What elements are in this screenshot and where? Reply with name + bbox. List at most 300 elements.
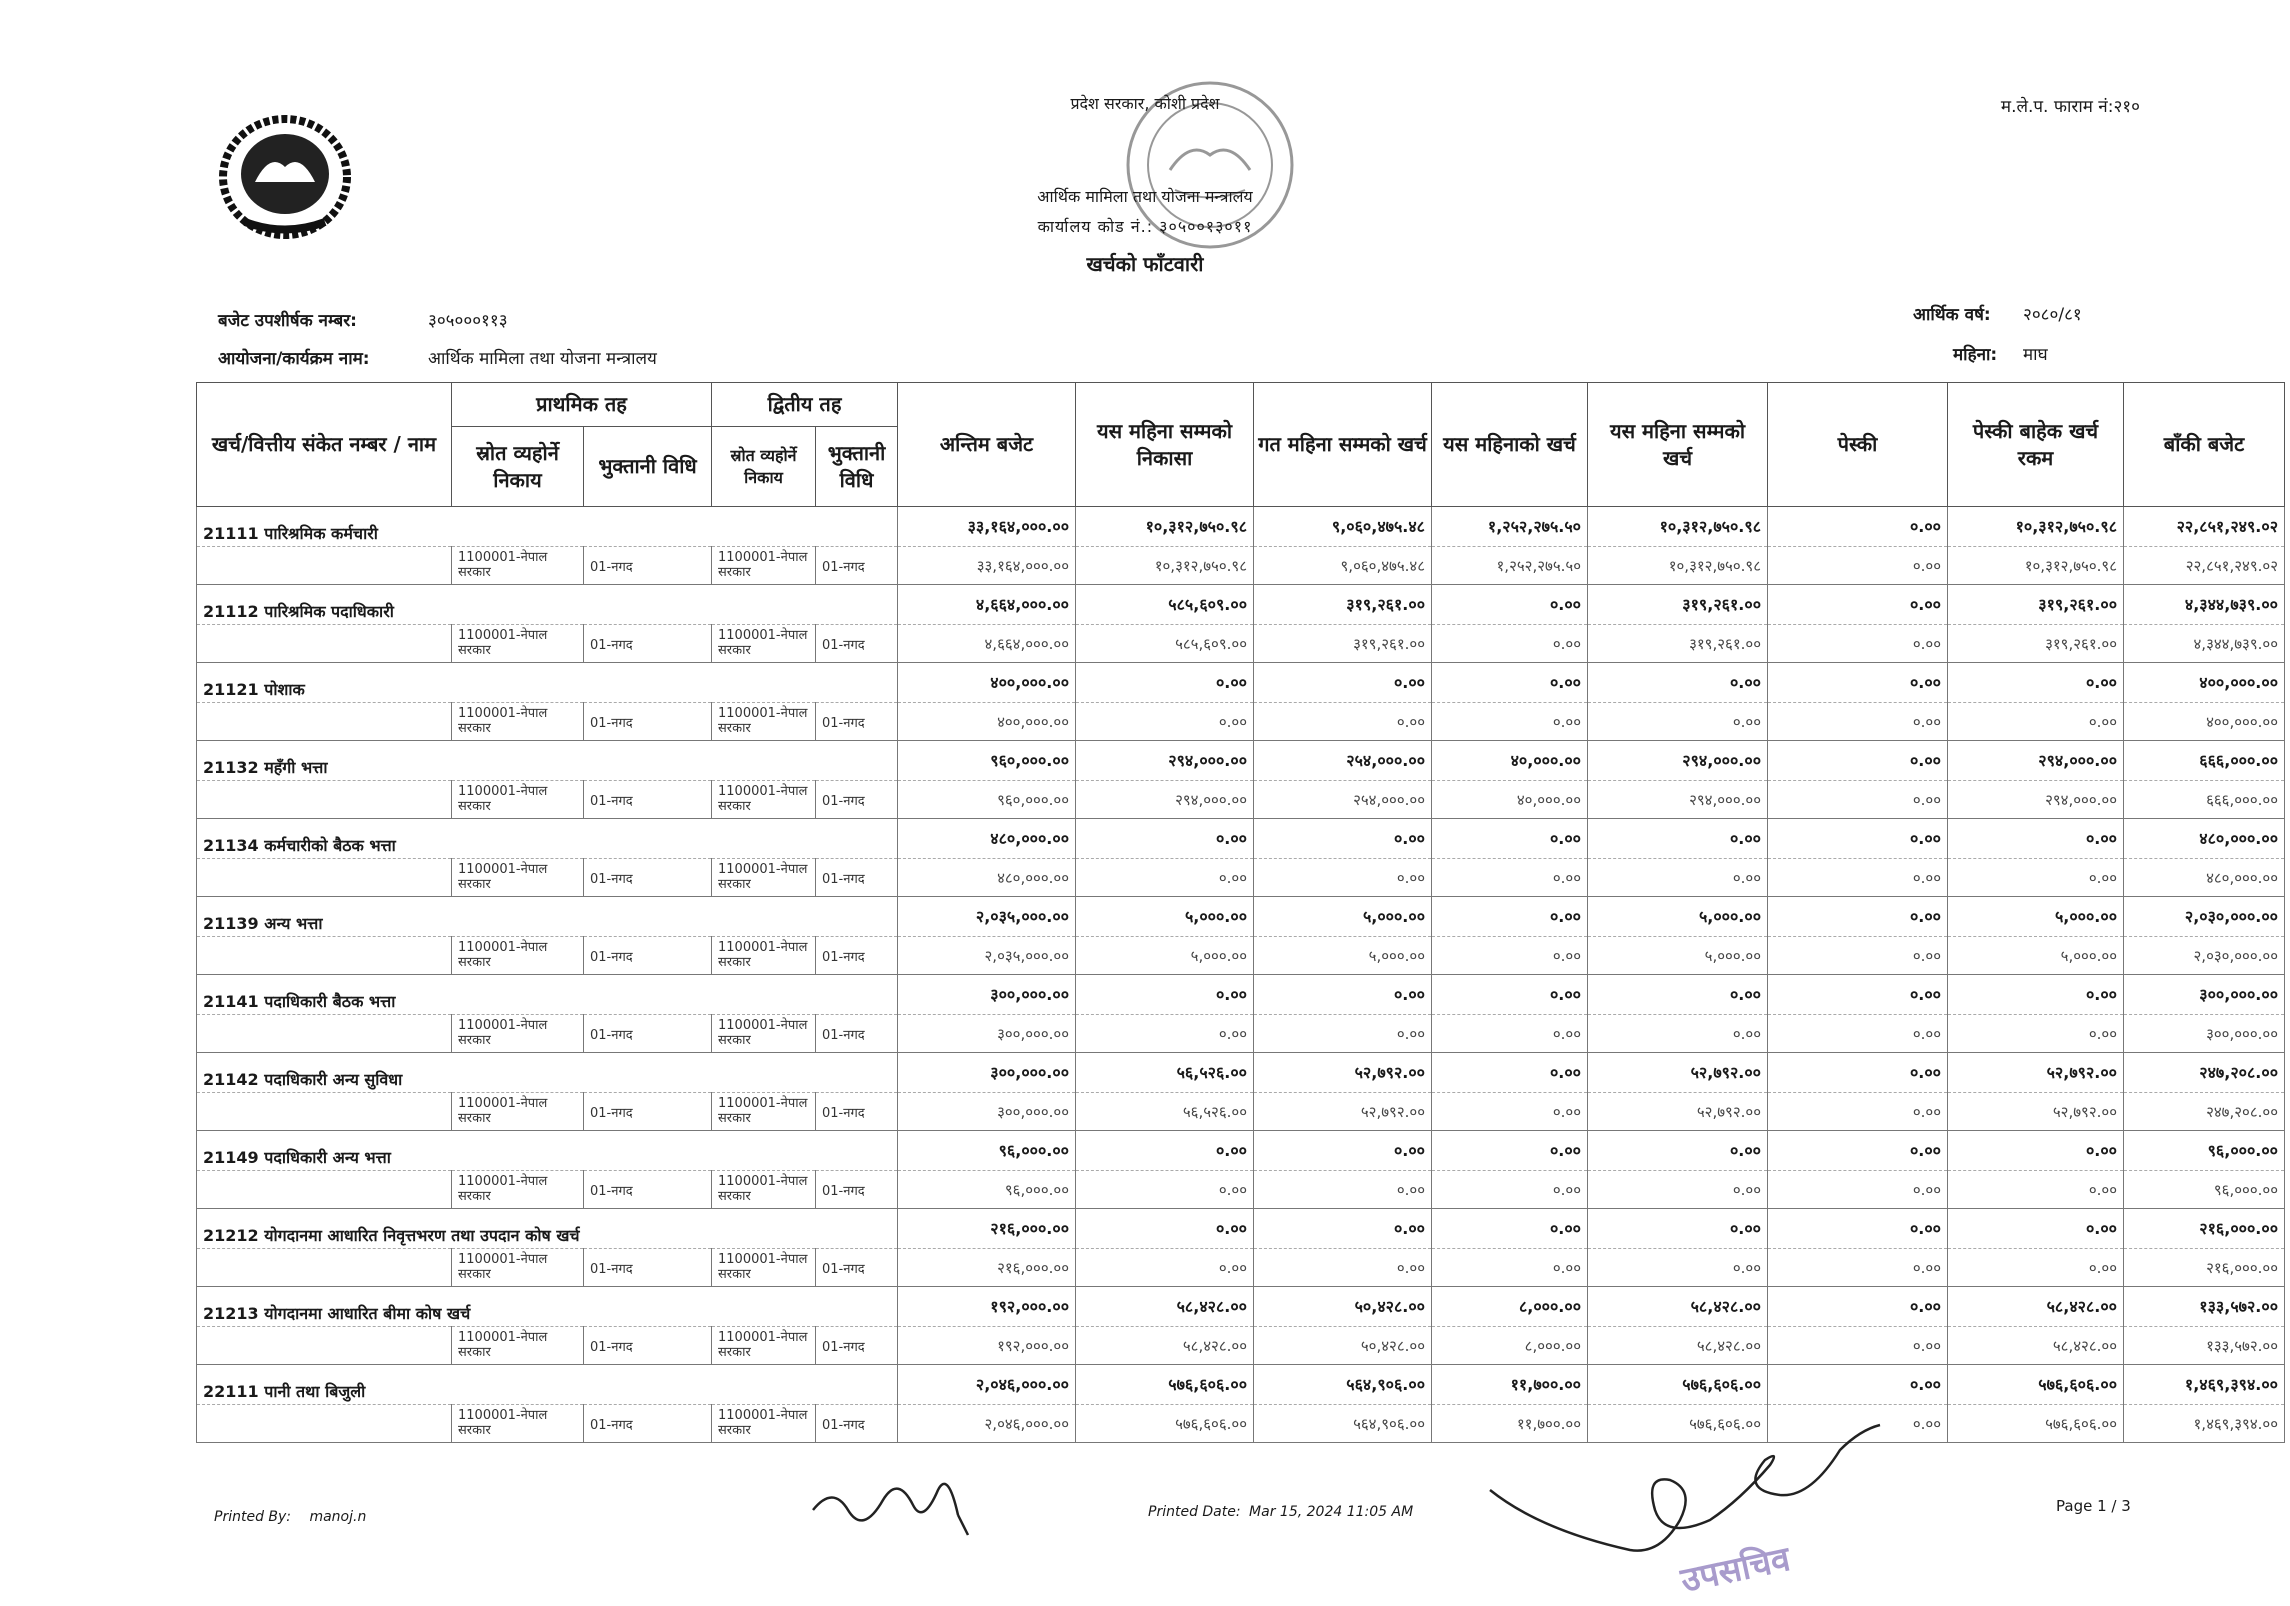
amount-cell: ०.००: [1432, 937, 1588, 975]
amount-cell: ५८५,६०९.००: [1076, 625, 1254, 663]
amount-cell: ०.००: [1076, 1171, 1254, 1209]
amount-cell: ०.००: [1768, 1093, 1948, 1131]
amount-cell: ०.००: [1254, 975, 1432, 1015]
amount-cell: ४,३४४,७३९.००: [2124, 585, 2285, 625]
table-row: [197, 819, 2285, 859]
source-primary: 1100001-नेपाल सरकार: [452, 703, 584, 741]
source-secondary: 1100001-नेपाल सरकार: [712, 859, 816, 897]
amount-cell: ०.००: [1432, 585, 1588, 625]
amount-cell: ५,०००.००: [1076, 897, 1254, 937]
source-primary: 1100001-नेपाल सरकार: [452, 1327, 584, 1365]
amount-cell: २,०३५,०००.००: [898, 897, 1076, 937]
amount-cell: ०.००: [1432, 703, 1588, 741]
source-secondary: 1100001-नेपाल सरकार: [712, 1249, 816, 1287]
amount-cell: ०.००: [1254, 703, 1432, 741]
amount-cell: ९६,०००.००: [2124, 1131, 2285, 1171]
payment-primary: 01-नगद: [584, 859, 712, 897]
table-row: [197, 547, 2285, 585]
amount-cell: ०.००: [1588, 1209, 1768, 1249]
amount-cell: ०.००: [1076, 663, 1254, 703]
col-source-primary: स्रोत व्यहोर्ने निकाय: [452, 427, 584, 507]
source-primary: 1100001-नेपाल सरकार: [452, 1093, 584, 1131]
source-primary: 1100001-नेपाल सरकार: [452, 547, 584, 585]
amount-cell: २९४,०००.००: [1948, 781, 2124, 819]
col-payment-primary: भुक्तानी विधि: [584, 427, 712, 507]
amount-cell: ४८०,०००.००: [2124, 819, 2285, 859]
amount-cell: ३१९,२६१.००: [1588, 625, 1768, 663]
amount-cell: ३१९,२६१.००: [1948, 625, 2124, 663]
amount-cell: ०.००: [1076, 1015, 1254, 1053]
page-number: Page 1 / 3: [2056, 1497, 2131, 1515]
amount-cell: ०.००: [1768, 1209, 1948, 1249]
amount-cell: १३३,५७२.००: [2124, 1327, 2285, 1365]
amount-cell: ५२,७९२.००: [1588, 1053, 1768, 1093]
payment-primary: 01-नगद: [584, 937, 712, 975]
amount-cell: १०,३१२,७५०.९८: [1588, 507, 1768, 547]
printed-date: Printed Date: Mar 15, 2024 11:05 AM: [1148, 1504, 1414, 1520]
amount-cell: ०.००: [1768, 1287, 1948, 1327]
amount-cell: ०.००: [1076, 1249, 1254, 1287]
amount-cell: ०.००: [1948, 703, 2124, 741]
printed-by: Printed By: manoj.n: [214, 1509, 367, 1525]
amount-cell: ०.००: [1768, 1327, 1948, 1365]
blank-cell: [197, 859, 452, 897]
amount-cell: ०.००: [1254, 1171, 1432, 1209]
payment-secondary: 01-नगद: [816, 1015, 898, 1053]
amount-cell: ०.००: [1254, 1131, 1432, 1171]
amount-cell: ०.००: [1768, 1405, 1948, 1443]
office-code: कार्यालय कोड नं.: ३०५००१३०११: [1037, 217, 1253, 236]
col-exp-to-date: यस महिना सम्मको खर्च: [1588, 383, 1768, 507]
amount-cell: ०.००: [1948, 859, 2124, 897]
amount-cell: ३१९,२६१.००: [1254, 625, 1432, 663]
amount-cell: ११,७००.००: [1432, 1365, 1588, 1405]
col-exp-this-month: यस महिनाको खर्च: [1432, 383, 1588, 507]
amount-cell: ०.००: [1948, 1249, 2124, 1287]
table-row: [197, 585, 2285, 625]
payment-primary: 01-नगद: [584, 781, 712, 819]
amount-cell: ५६,५२६.००: [1076, 1053, 1254, 1093]
source-secondary: 1100001-नेपाल सरकार: [712, 1015, 816, 1053]
payment-primary: 01-नगद: [584, 1093, 712, 1131]
table-row: [197, 1093, 2285, 1131]
amount-cell: ३००,०००.००: [898, 1015, 1076, 1053]
source-primary: 1100001-नेपाल सरकार: [452, 859, 584, 897]
amount-cell: ०.००: [1768, 663, 1948, 703]
amount-cell: २९४,०००.००: [1076, 741, 1254, 781]
col-remaining-budget: बाँकी बजेट: [2124, 383, 2285, 507]
amount-cell: ०.००: [1254, 1209, 1432, 1249]
amount-cell: ०.००: [1432, 1131, 1588, 1171]
amount-cell: ३००,०००.००: [898, 975, 1076, 1015]
table-row: [197, 1287, 2285, 1327]
amount-cell: २,०३०,०००.००: [2124, 897, 2285, 937]
amount-cell: ०.००: [1432, 897, 1588, 937]
amount-cell: १,२५२,२७५.५०: [1432, 547, 1588, 585]
amount-cell: ०.००: [1768, 859, 1948, 897]
amount-cell: ९६,०००.००: [2124, 1171, 2285, 1209]
amount-cell: ५७६,६०६.००: [1076, 1365, 1254, 1405]
payment-primary: 01-नगद: [584, 625, 712, 663]
amount-cell: ५,०००.००: [1588, 897, 1768, 937]
amount-cell: ९६,०००.००: [898, 1171, 1076, 1209]
amount-cell: ५,०००.००: [1254, 937, 1432, 975]
amount-cell: ८,०००.००: [1432, 1327, 1588, 1365]
payment-primary: 01-नगद: [584, 1015, 712, 1053]
col-primary-level: प्राथमिक तह: [452, 383, 712, 427]
table-row: [197, 507, 2285, 547]
expense-code-name: 21141 पदाधिकारी बैठक भत्ता: [197, 975, 898, 1015]
amount-cell: ३००,०००.००: [2124, 975, 2285, 1015]
amount-cell: ५७६,६०६.००: [1588, 1365, 1768, 1405]
amount-cell: ३००,०००.००: [2124, 1015, 2285, 1053]
amount-cell: ४०,०००.००: [1432, 781, 1588, 819]
amount-cell: ०.००: [1588, 975, 1768, 1015]
amount-cell: २१६,०००.००: [898, 1249, 1076, 1287]
project-value: आर्थिक मामिला तथा योजना मन्त्रालय: [428, 349, 657, 369]
province-name: प्रदेश सरकार, कोशी प्रदेश: [1070, 94, 1220, 113]
amount-cell: ५८,४२८.००: [1948, 1327, 2124, 1365]
col-source-secondary: स्रोत व्यहोर्ने निकाय: [712, 427, 816, 507]
blank-cell: [197, 1249, 452, 1287]
amount-cell: ९६,०००.००: [898, 1131, 1076, 1171]
table-row: [197, 703, 2285, 741]
amount-cell: ५,०००.००: [1948, 897, 2124, 937]
amount-cell: ०.००: [1588, 663, 1768, 703]
amount-cell: ०.००: [1254, 859, 1432, 897]
amount-cell: ४००,०००.००: [898, 663, 1076, 703]
amount-cell: ०.००: [1588, 1131, 1768, 1171]
amount-cell: ५७६,६०६.००: [1588, 1405, 1768, 1443]
amount-cell: ४,३४४,७३९.००: [2124, 625, 2285, 663]
source-primary: 1100001-नेपाल सरकार: [452, 1171, 584, 1209]
amount-cell: ०.००: [1768, 507, 1948, 547]
col-exp-last-month: गत महिना सम्मको खर्च: [1254, 383, 1432, 507]
ministry-name: आर्थिक मामिला तथा योजना मन्त्रालय: [1037, 187, 1253, 206]
source-primary: 1100001-नेपाल सरकार: [452, 781, 584, 819]
amount-cell: १९२,०००.००: [898, 1327, 1076, 1365]
amount-cell: ०.००: [1076, 1209, 1254, 1249]
payment-secondary: 01-नगद: [816, 547, 898, 585]
blank-cell: [197, 1093, 452, 1131]
amount-cell: १९२,०००.००: [898, 1287, 1076, 1327]
amount-cell: ४,६६४,०००.००: [898, 625, 1076, 663]
source-primary: 1100001-नेपाल सरकार: [452, 1015, 584, 1053]
amount-cell: ०.००: [1768, 1053, 1948, 1093]
amount-cell: ५२,७९२.००: [1254, 1053, 1432, 1093]
amount-cell: ०.००: [1254, 663, 1432, 703]
amount-cell: २९४,०००.००: [1948, 741, 2124, 781]
table-row: [197, 1053, 2285, 1093]
payment-primary: 01-नगद: [584, 547, 712, 585]
amount-cell: ५२,७९२.००: [1254, 1093, 1432, 1131]
source-primary: 1100001-नेपाल सरकार: [452, 625, 584, 663]
form-number: म.ले.प. फाराम नं:२१०: [2000, 97, 2140, 117]
amount-cell: ५८,४२८.००: [1076, 1327, 1254, 1365]
amount-cell: ०.००: [1432, 625, 1588, 663]
amount-cell: ०.००: [1588, 859, 1768, 897]
amount-cell: ०.००: [1432, 819, 1588, 859]
amount-cell: ०.००: [1768, 547, 1948, 585]
amount-cell: ०.००: [1768, 1015, 1948, 1053]
blank-cell: [197, 547, 452, 585]
amount-cell: ५६४,९०६.००: [1254, 1405, 1432, 1443]
amount-cell: ९६०,०००.००: [898, 781, 1076, 819]
payment-secondary: 01-नगद: [816, 859, 898, 897]
source-secondary: 1100001-नेपाल सरकार: [712, 547, 816, 585]
table-row: [197, 859, 2285, 897]
expense-code-name: 21134 कर्मचारीको बैठक भत्ता: [197, 819, 898, 859]
amount-cell: ०.००: [1948, 975, 2124, 1015]
amount-cell: ०.००: [1768, 585, 1948, 625]
amount-cell: ३१९,२६१.००: [1948, 585, 2124, 625]
amount-cell: ०.००: [1432, 1015, 1588, 1053]
amount-cell: ०.००: [1254, 1015, 1432, 1053]
amount-cell: ५२,७९२.००: [1948, 1093, 2124, 1131]
amount-cell: ०.००: [1076, 1131, 1254, 1171]
payment-secondary: 01-नगद: [816, 1405, 898, 1443]
amount-cell: ५८,४२८.००: [1076, 1287, 1254, 1327]
designation-stamp: उपसचिव: [1677, 1538, 1794, 1601]
payment-secondary: 01-नगद: [816, 1249, 898, 1287]
blank-cell: [197, 1171, 452, 1209]
table-row: [197, 741, 2285, 781]
amount-cell: ०.००: [1948, 663, 2124, 703]
col-final-budget: अन्तिम बजेट: [898, 383, 1076, 507]
amount-cell: ५६४,९०६.००: [1254, 1365, 1432, 1405]
amount-cell: २४७,२०८.००: [2124, 1053, 2285, 1093]
amount-cell: २४७,२०८.००: [2124, 1093, 2285, 1131]
expense-code-name: 21112 पारिश्रमिक पदाधिकारी: [197, 585, 898, 625]
amount-cell: ९,०६०,४७५.४८: [1254, 507, 1432, 547]
amount-cell: ०.००: [1254, 1249, 1432, 1287]
amount-cell: ६६६,०००.००: [2124, 741, 2285, 781]
expense-code-name: 21212 योगदानमा आधारित निवृत्तभरण तथा उपदान कोष खर्च: [197, 1209, 898, 1249]
table-row: [197, 975, 2285, 1015]
amount-cell: ५,०००.००: [1588, 937, 1768, 975]
amount-cell: १,२५२,२७५.५०: [1432, 507, 1588, 547]
amount-cell: ०.००: [1432, 859, 1588, 897]
amount-cell: ०.००: [1768, 1171, 1948, 1209]
amount-cell: १०,३१२,७५०.९८: [1588, 547, 1768, 585]
amount-cell: ०.००: [1432, 1171, 1588, 1209]
amount-cell: ०.००: [1432, 663, 1588, 703]
expense-code-name: 21142 पदाधिकारी अन्य सुविधा: [197, 1053, 898, 1093]
table-row: [197, 1131, 2285, 1171]
amount-cell: ४००,०००.००: [2124, 663, 2285, 703]
payment-secondary: 01-नगद: [816, 1171, 898, 1209]
payment-secondary: 01-नगद: [816, 1327, 898, 1365]
amount-cell: २,०३५,०००.००: [898, 937, 1076, 975]
amount-cell: २२,८५१,२४९.०२: [2124, 547, 2285, 585]
amount-cell: ०.००: [1588, 1015, 1768, 1053]
amount-cell: २१६,०००.००: [2124, 1249, 2285, 1287]
amount-cell: ३००,०००.००: [898, 1093, 1076, 1131]
amount-cell: ०.००: [1432, 975, 1588, 1015]
amount-cell: २,०३०,०००.००: [2124, 937, 2285, 975]
amount-cell: २१६,०००.००: [2124, 1209, 2285, 1249]
col-advance: पेस्की: [1768, 383, 1948, 507]
amount-cell: २९४,०००.००: [1588, 741, 1768, 781]
source-secondary: 1100001-नेपाल सरकार: [712, 937, 816, 975]
col-code-name: खर्च/वित्तीय संकेत नम्बर / नाम: [197, 383, 452, 507]
amount-cell: ५८,४२८.००: [1588, 1327, 1768, 1365]
amount-cell: ५२,७९२.००: [1948, 1053, 2124, 1093]
payment-secondary: 01-नगद: [816, 937, 898, 975]
amount-cell: ०.००: [1432, 1249, 1588, 1287]
amount-cell: ११,७००.००: [1432, 1405, 1588, 1443]
table-row: [197, 781, 2285, 819]
project-label: आयोजना/कार्यक्रम नाम:: [218, 349, 370, 369]
amount-cell: ३३,१६४,०००.००: [898, 547, 1076, 585]
amount-cell: ६६६,०००.००: [2124, 781, 2285, 819]
amount-cell: ०.००: [1432, 1093, 1588, 1131]
expense-code-name: 21132 महँगी भत्ता: [197, 741, 898, 781]
source-secondary: 1100001-नेपाल सरकार: [712, 1405, 816, 1443]
amount-cell: २९४,०००.००: [1076, 781, 1254, 819]
amount-cell: ०.००: [1768, 975, 1948, 1015]
expense-code-name: 21139 अन्य भत्ता: [197, 897, 898, 937]
amount-cell: ५८५,६०९.००: [1076, 585, 1254, 625]
expense-code-name: 21121 पोशाक: [197, 663, 898, 703]
amount-cell: ०.००: [1588, 1249, 1768, 1287]
source-primary: 1100001-नेपाल सरकार: [452, 1405, 584, 1443]
expenditure-table: [196, 382, 2285, 1443]
amount-cell: ५८,४२८.००: [1948, 1287, 2124, 1327]
amount-cell: ०.००: [1768, 1131, 1948, 1171]
amount-cell: ०.००: [1768, 703, 1948, 741]
amount-cell: ५७६,६०६.००: [1948, 1365, 2124, 1405]
amount-cell: १०,३१२,७५०.९८: [1076, 547, 1254, 585]
source-secondary: 1100001-नेपाल सरकार: [712, 625, 816, 663]
source-primary: 1100001-नेपाल सरकार: [452, 1249, 584, 1287]
amount-cell: ०.००: [1076, 975, 1254, 1015]
table-row: [197, 1249, 2285, 1287]
amount-cell: २,०४६,०००.००: [898, 1405, 1076, 1443]
amount-cell: ९,०६०,४७५.४८: [1254, 547, 1432, 585]
col-secondary-level: द्वितीय तह: [712, 383, 898, 427]
amount-cell: ३१९,२६१.००: [1254, 585, 1432, 625]
amount-cell: १३३,५७२.००: [2124, 1287, 2285, 1327]
amount-cell: १,४६९,३९४.००: [2124, 1365, 2285, 1405]
payment-primary: 01-नगद: [584, 1171, 712, 1209]
budget-subhead-label: बजेट उपशीर्षक नम्बर:: [218, 311, 357, 331]
budget-subhead-value: ३०५०००११३: [428, 311, 508, 331]
source-secondary: 1100001-नेपाल सरकार: [712, 1093, 816, 1131]
blank-cell: [197, 1015, 452, 1053]
amount-cell: २९४,०००.००: [1588, 781, 1768, 819]
blank-cell: [197, 1405, 452, 1443]
amount-cell: ०.००: [1768, 741, 1948, 781]
amount-cell: ०.००: [1076, 703, 1254, 741]
payment-primary: 01-नगद: [584, 703, 712, 741]
col-payment-secondary: भुक्तानी विधि: [816, 427, 898, 507]
amount-cell: ८,०००.००: [1432, 1287, 1588, 1327]
table-row: [197, 1327, 2285, 1365]
table-row: [197, 1405, 2285, 1443]
table-row: [197, 625, 2285, 663]
expense-code-name: 22111 पानी तथा बिजुली: [197, 1365, 898, 1405]
amount-cell: ०.००: [1768, 1365, 1948, 1405]
expense-code-name: 21111 पारिश्रमिक कर्मचारी: [197, 507, 898, 547]
payment-secondary: 01-नगद: [816, 703, 898, 741]
expense-code-name: 21149 पदाधिकारी अन्य भत्ता: [197, 1131, 898, 1171]
amount-cell: ०.००: [1588, 1171, 1768, 1209]
amount-cell: ०.००: [1768, 625, 1948, 663]
amount-cell: ०.००: [1768, 897, 1948, 937]
amount-cell: ३३,१६४,०००.००: [898, 507, 1076, 547]
blank-cell: [197, 937, 452, 975]
amount-cell: ४८०,०००.००: [898, 819, 1076, 859]
amount-cell: ४८०,०००.००: [2124, 859, 2285, 897]
amount-cell: ०.००: [1768, 937, 1948, 975]
amount-cell: ५,०००.००: [1076, 937, 1254, 975]
table-row: [197, 937, 2285, 975]
amount-cell: ०.००: [1588, 703, 1768, 741]
table-row: [197, 897, 2285, 937]
amount-cell: ४,६६४,०००.००: [898, 585, 1076, 625]
amount-cell: ०.००: [1432, 1053, 1588, 1093]
amount-cell: ०.००: [1254, 819, 1432, 859]
payment-primary: 01-नगद: [584, 1327, 712, 1365]
amount-cell: ०.००: [1768, 1249, 1948, 1287]
amount-cell: ३००,०००.००: [898, 1053, 1076, 1093]
amount-cell: १०,३१२,७५०.९८: [1948, 547, 2124, 585]
amount-cell: ५०,४२८.००: [1254, 1327, 1432, 1365]
page-title: खर्चको फाँटवारी: [1086, 252, 1204, 276]
amount-cell: १०,३१२,७५०.९८: [1948, 507, 2124, 547]
payment-secondary: 01-नगद: [816, 625, 898, 663]
source-secondary: 1100001-नेपाल सरकार: [712, 703, 816, 741]
fiscal-year-value: २०८०/८१: [2023, 305, 2082, 325]
amount-cell: ०.००: [1076, 859, 1254, 897]
amount-cell: ५७६,६०६.००: [1948, 1405, 2124, 1443]
amount-cell: ०.००: [1768, 819, 1948, 859]
amount-cell: ५२,७९२.००: [1588, 1093, 1768, 1131]
amount-cell: ४०,०००.००: [1432, 741, 1588, 781]
payment-secondary: 01-नगद: [816, 781, 898, 819]
amount-cell: ४८०,०००.००: [898, 859, 1076, 897]
source-secondary: 1100001-नेपाल सरकार: [712, 1171, 816, 1209]
blank-cell: [197, 781, 452, 819]
payment-secondary: 01-नगद: [816, 1093, 898, 1131]
amount-cell: ०.००: [1948, 819, 2124, 859]
blank-cell: [197, 703, 452, 741]
amount-cell: ९६०,०००.००: [898, 741, 1076, 781]
amount-cell: २२,८५१,२४९.०२: [2124, 507, 2285, 547]
expense-code-name: 21213 योगदानमा आधारित बीमा कोष खर्च: [197, 1287, 898, 1327]
amount-cell: ०.००: [1948, 1131, 2124, 1171]
handwritten-signature-left: [808, 1455, 988, 1545]
blank-cell: [197, 1327, 452, 1365]
amount-cell: १,४६९,३९४.००: [2124, 1405, 2285, 1443]
month-label: महिना:: [1953, 345, 1998, 365]
table-row: [197, 1365, 2285, 1405]
source-secondary: 1100001-नेपाल सरकार: [712, 1327, 816, 1365]
table-row: [197, 663, 2285, 703]
amount-cell: ०.००: [1432, 1209, 1588, 1249]
month-value: माघ: [2023, 345, 2048, 365]
table-row: [197, 1209, 2285, 1249]
amount-cell: ०.००: [1948, 1209, 2124, 1249]
col-release-to-date: यस महिना सम्मको निकासा: [1076, 383, 1254, 507]
amount-cell: ५,०००.००: [1254, 897, 1432, 937]
amount-cell: ३१९,२६१.००: [1588, 585, 1768, 625]
table-row: [197, 1015, 2285, 1053]
amount-cell: ५८,४२८.००: [1588, 1287, 1768, 1327]
source-secondary: 1100001-नेपाल सरकार: [712, 781, 816, 819]
source-primary: 1100001-नेपाल सरकार: [452, 937, 584, 975]
